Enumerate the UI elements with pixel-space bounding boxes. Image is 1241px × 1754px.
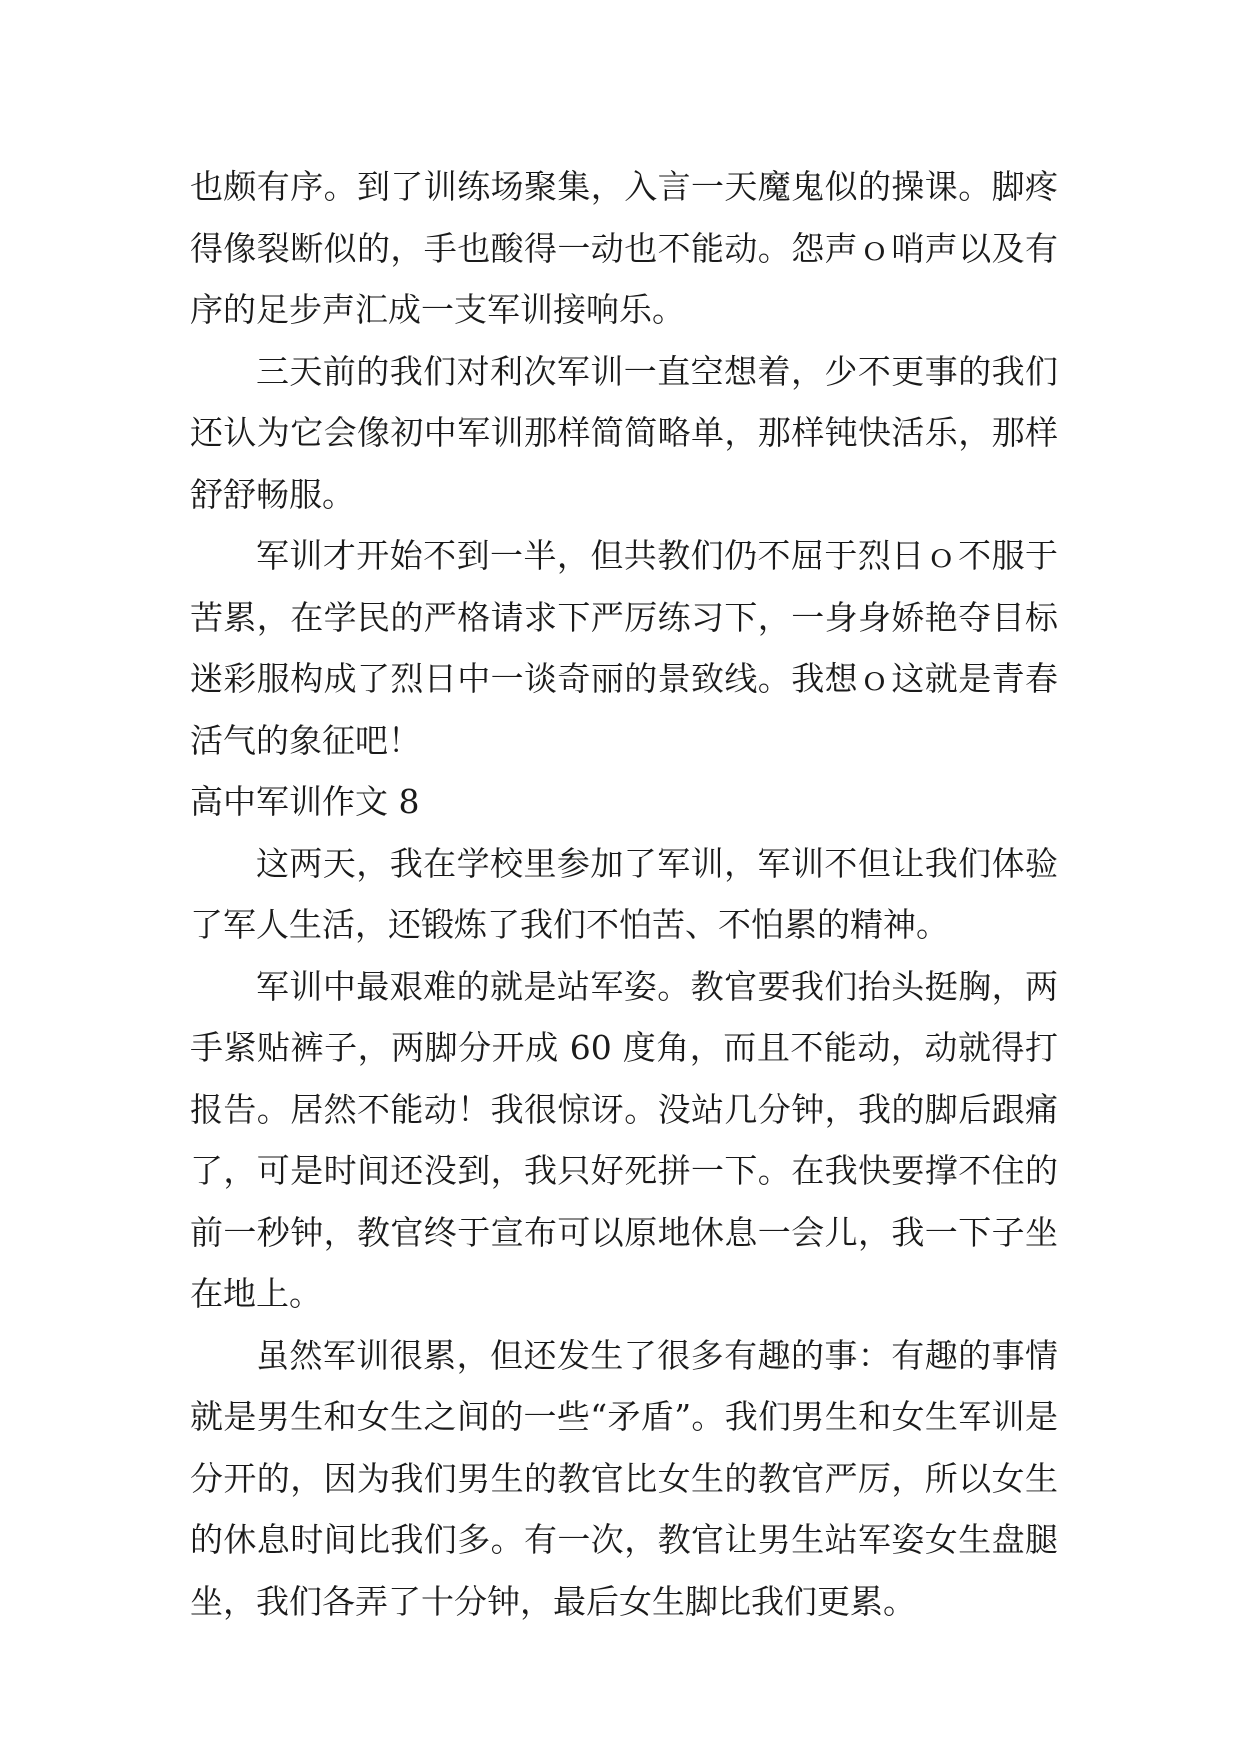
paragraph-continued: 也颇有序。到了训练场聚集，入言一天魔鬼似的操课。脚疼得像裂断似的，手也酸得一动也不能动。怨声ｏ哨声以及有序的足步声汇成一支军训接响乐。 — [190, 167, 1058, 329]
paragraph: 这两天，我在学校里参加了军训，军训不但让我们体验了军人生活，还锻炼了我们不怕苦、不怕累的精神。 — [190, 843, 1058, 944]
paragraph: 军训才开始不到一半，但共教们仍不屈于烈日ｏ不服于苦累，在学民的严格请求下严厉练习下，一身身娇艳夺目标迷彩服构成了烈日中一谈奇丽的景致线。我想ｏ这就是青春活气的象征吧！ — [190, 536, 1058, 760]
paragraph: 虽然军训很累，但还发生了很多有趣的事：有趣的事情就是男生和女生之间的一些“矛盾”。我们男生和女生军训是分开的，因为我们男生的教官比女生的教官严厉，所以女生的休息时间比我们多。有一次，教官让男生站军姿女生盘腿坐，我们各弄了十分钟，最后女生脚比我们更累。 — [190, 1335, 1058, 1621]
document-body — [190, 156, 1058, 1632]
section-heading: 高中军训作文 8 — [190, 782, 420, 821]
paragraph: 军训中最艰难的就是站军姿。教官要我们抬头挺胸，两手紧贴裤子，两脚分开成 60 度角，而且不能动，动就得打报告。居然不能动！我很惊讶。没站几分钟，我的脚后跟痛了，可是时间还没到，我只好死拼一下。在我快要撑不住的前一秒钟，教官终于宣布可以原地休息一会儿，我一下子坐在地上。 — [190, 966, 1058, 1313]
paragraph: 三天前的我们对利次军训一直空想着，少不更事的我们还认为它会像初中军训那样简简略单，那样钝快活乐，那样舒舒畅服。 — [190, 351, 1058, 514]
